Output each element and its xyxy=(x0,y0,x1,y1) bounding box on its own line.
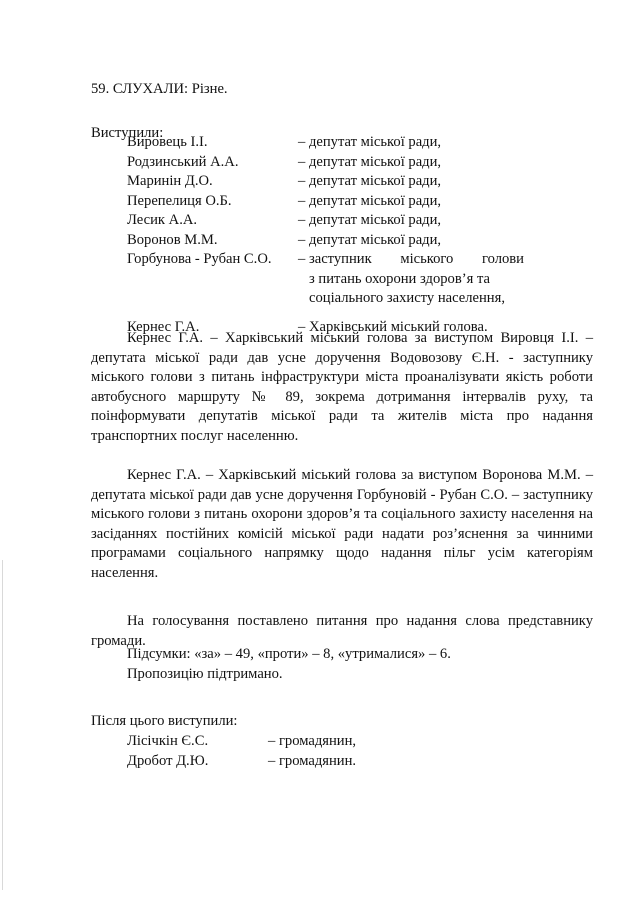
speaker-name: Воронов М.М. xyxy=(127,231,218,248)
speaker-role: – депутат міської ради, xyxy=(298,192,442,209)
speaker-role: – депутат міської ради, xyxy=(298,231,442,248)
section-heading: 59. СЛУХАЛИ: Різне. xyxy=(91,81,228,97)
speaker-role-line: соціального захисту населення, xyxy=(309,290,505,306)
speaker-row xyxy=(127,231,547,251)
role-word: – заступник xyxy=(298,251,372,267)
speaker-role: – депутат міської ради, xyxy=(298,153,442,170)
paragraph-instruction-1: Кернес Г.А. – Харківський міський голова за виступом Вировця І.І. – депутата міської ради дав усне доручення Водовозову Є.Н. - заступнику міського голови з питань інфраструктури міста проаналізувати якість роботи автобусного маршруту № 89, зокрема дотримання інтервалів руху, та поінформувати депутатів міської ради та жителів міста про надання транспортних послуг населенню. xyxy=(91,330,593,444)
citizen-row xyxy=(127,752,427,772)
speaker-name: Вировець І.І. xyxy=(127,134,208,150)
citizen-role: – громадянин. xyxy=(268,752,357,769)
speaker-role: – депутат міської ради, xyxy=(298,173,442,189)
speaker-role: – депутат міської ради, xyxy=(298,212,442,228)
citizen-row xyxy=(127,732,427,752)
citizens-list xyxy=(127,732,427,771)
after-speakers-label: Після цього виступили: xyxy=(91,713,238,729)
role-word: міського xyxy=(400,251,454,267)
citizen-role: – громадянин, xyxy=(268,733,357,749)
speaker-row xyxy=(127,172,547,192)
scan-edge-line xyxy=(2,560,3,890)
speaker-role-line: з питань охорони здоров’я та xyxy=(309,270,490,287)
role-word: голови xyxy=(481,251,524,267)
paragraph-instruction-2: Кернес Г.А. – Харківський міський голова за виступом Воронова М.М. – депутата міської ради дав усне доручення Горбуновій - Рубан С.О. – заступнику міського голови з питань охорони здоров’я та соціального захисту населення на засіданнях постійних комісій міської ради надати роз’яснення за чинними програмами соціального напрямку щодо надання пільг усім категоріям населення. xyxy=(91,467,593,581)
speaker-row xyxy=(127,192,547,212)
speaker-name: Маринін Д.О. xyxy=(127,173,213,189)
speakers-list xyxy=(127,133,547,337)
speaker-name: Перепелиця О.Б. xyxy=(127,192,232,209)
citizen-name: Лісічкін Є.С. xyxy=(127,733,209,749)
citizen-name: Дробот Д.Ю. xyxy=(127,752,209,769)
speaker-role: – Харківський міський голова. xyxy=(298,318,488,335)
speaker-role: – депутат міської ради, xyxy=(298,134,442,150)
speaker-row xyxy=(127,153,547,173)
speaker-name: Родзинський А.А. xyxy=(127,153,239,170)
vote-result: Підсумки: «за» – 49, «проти» – 8, «утрималися» – 6. xyxy=(127,646,451,662)
speaker-row-deputy-mayor xyxy=(127,250,547,309)
speaker-row xyxy=(127,211,547,231)
speaker-role xyxy=(298,250,524,309)
vote-intro: На голосування поставлено питання про надання слова представнику громади. xyxy=(91,613,593,649)
speaker-row xyxy=(127,133,547,153)
speaker-name: Кернес Г.А. xyxy=(127,318,200,335)
speaker-name: Горбунова - Рубан С.О. xyxy=(127,251,272,267)
speaker-name: Лесик А.А. xyxy=(127,212,198,228)
vote-outcome: Пропозицію підтримано. xyxy=(127,666,283,682)
speaker-role-line xyxy=(298,250,524,270)
speakers-label: Виступили: xyxy=(91,125,164,141)
